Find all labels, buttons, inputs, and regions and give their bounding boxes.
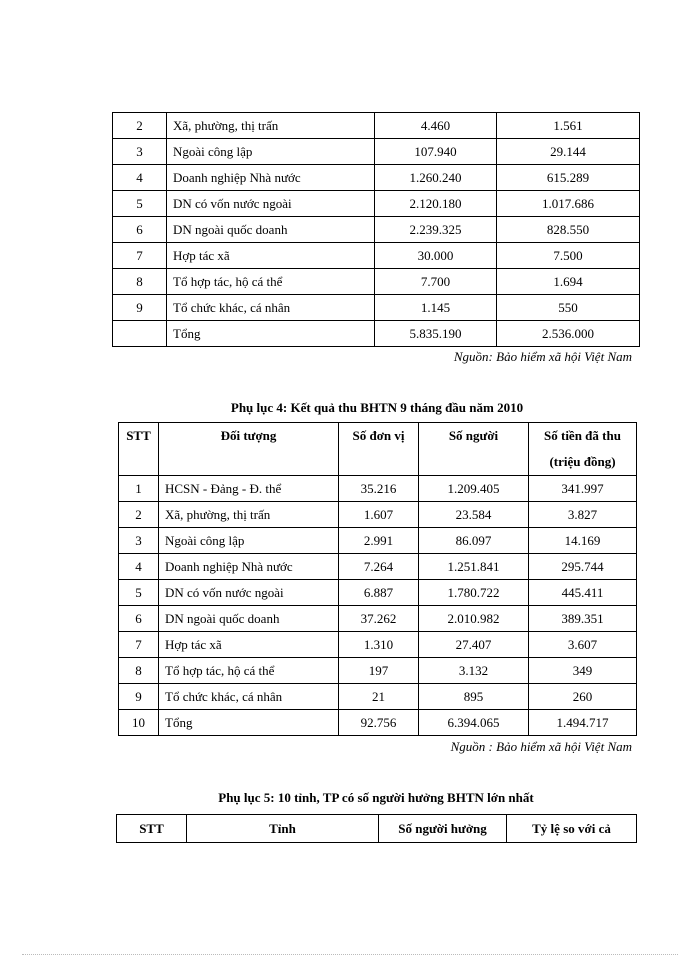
people-cell: 1.780.722 — [419, 580, 529, 606]
name-cell: Ngoài công lập — [159, 528, 339, 554]
name-cell: Tổ chức khác, cá nhân — [167, 295, 375, 321]
value-cell: 1.260.240 — [375, 165, 497, 191]
table-row — [113, 165, 640, 191]
header-stt: STT — [117, 815, 187, 843]
table-row — [119, 658, 637, 684]
value-cell: 30.000 — [375, 243, 497, 269]
header-money — [529, 423, 637, 476]
money-cell: 295.744 — [529, 554, 637, 580]
people-cell: 6.394.065 — [419, 710, 529, 736]
stt-cell: 2 — [113, 113, 167, 139]
units-cell: 6.887 — [339, 580, 419, 606]
stt-cell: 3 — [113, 139, 167, 165]
units-cell: 92.756 — [339, 710, 419, 736]
header-money-line2: (triệu đồng) — [549, 454, 616, 469]
stt-cell: 10 — [119, 710, 159, 736]
table-row — [113, 217, 640, 243]
table-row — [113, 191, 640, 217]
table-3-title: Phụ lục 5: 10 tỉnh, TP có số người hưởng BHTN lớn nhất — [218, 790, 534, 805]
name-cell: Tổ hợp tác, hộ cá thể — [159, 658, 339, 684]
table-row — [113, 295, 640, 321]
value-cell: 107.940 — [375, 139, 497, 165]
name-cell: DN có vốn nước ngoài — [159, 580, 339, 606]
value-cell: 550 — [497, 295, 640, 321]
table-row — [119, 554, 637, 580]
table-1-body — [113, 113, 640, 347]
name-cell: Doanh nghiệp Nhà nước — [167, 165, 375, 191]
name-cell: DN có vốn nước ngoài — [167, 191, 375, 217]
table-3 — [116, 814, 637, 843]
stt-cell: 8 — [119, 658, 159, 684]
stt-cell: 4 — [113, 165, 167, 191]
value-cell: 7.700 — [375, 269, 497, 295]
value-cell: 1.145 — [375, 295, 497, 321]
stt-cell: 8 — [113, 269, 167, 295]
stt-cell: 9 — [113, 295, 167, 321]
name-cell: Doanh nghiệp Nhà nước — [159, 554, 339, 580]
value-cell: 2.239.325 — [375, 217, 497, 243]
table-row — [113, 321, 640, 347]
header-people: Số người — [419, 423, 529, 476]
units-cell: 2.991 — [339, 528, 419, 554]
value-cell: 5.835.190 — [375, 321, 497, 347]
name-cell: HCSN - Đảng - Đ. thể — [159, 476, 339, 502]
people-cell: 23.584 — [419, 502, 529, 528]
money-cell: 3.827 — [529, 502, 637, 528]
stt-cell: 7 — [119, 632, 159, 658]
money-cell: 3.607 — [529, 632, 637, 658]
people-cell: 1.209.405 — [419, 476, 529, 502]
value-cell: 7.500 — [497, 243, 640, 269]
stt-cell: 3 — [119, 528, 159, 554]
name-cell: Tổng — [167, 321, 375, 347]
name-cell: Tổng — [159, 710, 339, 736]
page-bottom-rule — [22, 954, 678, 955]
value-cell: 4.460 — [375, 113, 497, 139]
stt-cell: 9 — [119, 684, 159, 710]
stt-cell: 5 — [119, 580, 159, 606]
value-cell: 29.144 — [497, 139, 640, 165]
table-2-source: Nguồn : Bảo hiểm xã hội Việt Nam — [450, 739, 632, 754]
stt-cell: 4 — [119, 554, 159, 580]
value-cell: 1.694 — [497, 269, 640, 295]
money-cell: 14.169 — [529, 528, 637, 554]
stt-cell: 6 — [113, 217, 167, 243]
name-cell: DN ngoài quốc doanh — [167, 217, 375, 243]
units-cell: 21 — [339, 684, 419, 710]
table-row — [113, 139, 640, 165]
units-cell: 7.264 — [339, 554, 419, 580]
value-cell: 2.120.180 — [375, 191, 497, 217]
units-cell: 35.216 — [339, 476, 419, 502]
name-cell: Ngoài công lập — [167, 139, 375, 165]
people-cell: 86.097 — [419, 528, 529, 554]
value-cell: 828.550 — [497, 217, 640, 243]
table-3-header-row — [117, 815, 637, 843]
header-province: Tỉnh — [187, 815, 379, 843]
name-cell: Tổ hợp tác, hộ cá thể — [167, 269, 375, 295]
name-cell: Tổ chức khác, cá nhân — [159, 684, 339, 710]
units-cell: 197 — [339, 658, 419, 684]
money-cell: 445.411 — [529, 580, 637, 606]
units-cell: 1.310 — [339, 632, 419, 658]
table-row — [119, 502, 637, 528]
stt-cell: 2 — [119, 502, 159, 528]
table-2-body — [119, 476, 637, 736]
table-row — [119, 684, 637, 710]
header-ratio: Tỷ lệ so với cả — [507, 815, 637, 843]
units-cell: 1.607 — [339, 502, 419, 528]
table-row — [113, 269, 640, 295]
people-cell: 895 — [419, 684, 529, 710]
header-units: Số đơn vị — [339, 423, 419, 476]
stt-cell: 6 — [119, 606, 159, 632]
table-row — [119, 528, 637, 554]
table-row — [113, 113, 640, 139]
money-cell: 349 — [529, 658, 637, 684]
name-cell: Xã, phường, thị trấn — [167, 113, 375, 139]
value-cell: 615.289 — [497, 165, 640, 191]
value-cell: 2.536.000 — [497, 321, 640, 347]
name-cell: DN ngoài quốc doanh — [159, 606, 339, 632]
table-2-title: Phụ lục 4: Kết quả thu BHTN 9 tháng đầu năm 2010 — [230, 400, 524, 415]
name-cell: Hợp tác xã — [159, 632, 339, 658]
money-cell: 341.997 — [529, 476, 637, 502]
table-2-header-row — [119, 423, 637, 476]
stt-cell — [113, 321, 167, 347]
table-row — [119, 710, 637, 736]
money-cell: 260 — [529, 684, 637, 710]
people-cell: 1.251.841 — [419, 554, 529, 580]
header-name: Đối tượng — [159, 423, 339, 476]
header-stt: STT — [119, 423, 159, 476]
name-cell: Xã, phường, thị trấn — [159, 502, 339, 528]
table-1 — [112, 112, 640, 347]
table-2 — [118, 422, 637, 736]
value-cell: 1.561 — [497, 113, 640, 139]
units-cell: 37.262 — [339, 606, 419, 632]
people-cell: 27.407 — [419, 632, 529, 658]
table-row — [119, 606, 637, 632]
stt-cell: 1 — [119, 476, 159, 502]
name-cell: Hợp tác xã — [167, 243, 375, 269]
header-beneficiaries: Số người hưởng — [379, 815, 507, 843]
people-cell: 2.010.982 — [419, 606, 529, 632]
stt-cell: 5 — [113, 191, 167, 217]
table-1-source: Nguồn: Bảo hiểm xã hội Việt Nam — [453, 349, 632, 364]
money-cell: 389.351 — [529, 606, 637, 632]
table-row — [113, 243, 640, 269]
table-row — [119, 580, 637, 606]
table-row — [119, 632, 637, 658]
stt-cell: 7 — [113, 243, 167, 269]
money-cell: 1.494.717 — [529, 710, 637, 736]
value-cell: 1.017.686 — [497, 191, 640, 217]
header-money-line1: Số tiền đã thu — [544, 428, 621, 443]
people-cell: 3.132 — [419, 658, 529, 684]
table-row — [119, 476, 637, 502]
